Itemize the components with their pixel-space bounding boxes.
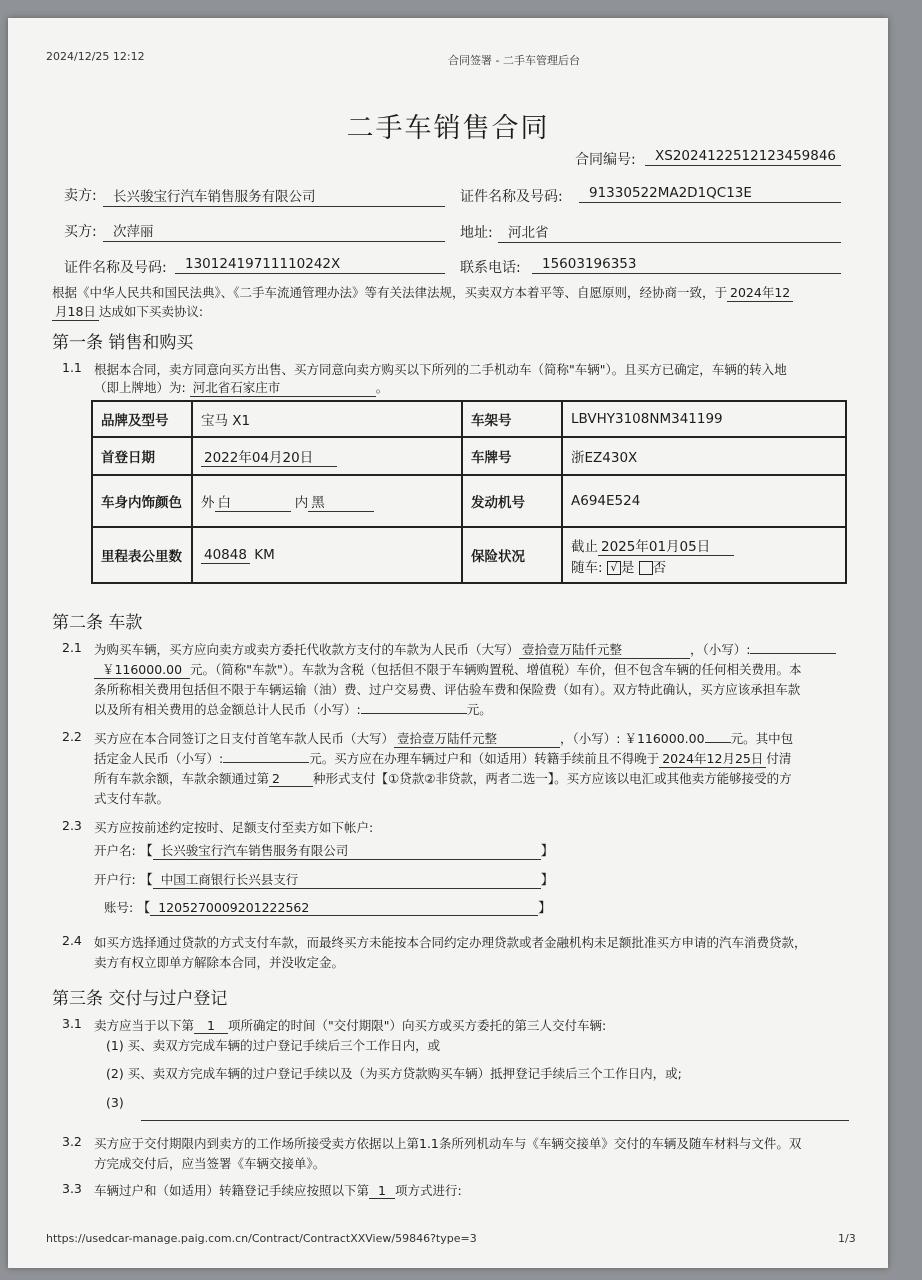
article-3-title: 第三条 交付与过户登记 — [52, 989, 228, 1009]
insurance-deadline: 2025年01月05日 — [598, 535, 734, 556]
plate-value: 浙EZ430X — [562, 437, 846, 475]
mileage-cell: 40848 KM — [192, 527, 462, 583]
seller-value: 长兴骏宝行汽车销售服务有限公司 — [103, 185, 445, 207]
price-lower: ￥116000.00 — [94, 660, 190, 679]
clause-2-1-num: 2.1 — [62, 640, 82, 655]
insurance-label: 保险状况 — [462, 527, 562, 583]
table-row — [92, 437, 846, 475]
vehicle-table — [91, 400, 847, 584]
window-title: 合同签署 - 二手车管理后台 — [448, 54, 580, 67]
address-value: 河北省 — [498, 221, 841, 243]
clause-3-2-line-1: 买方应于交付期限内到卖方的工作场所接受卖方依据以上第1.1条所列机动车与《车辆交接单》交付的车辆及随车材料与文件。双 — [94, 1136, 802, 1151]
vin-value: LBVHY3108NM341199 — [562, 401, 846, 437]
buyer-id-label: 证件名称及号码: — [64, 260, 167, 276]
intro-date-b: 月18日 — [52, 302, 99, 321]
buyer-id-value: 13012419711110242X — [175, 256, 445, 274]
clause-2-1-line-4: 以及所有相关费用的总金额总计人民币（小写）: 元。 — [94, 702, 492, 717]
table-row — [92, 475, 846, 527]
clause-2-1-line-1: 为购买车辆，买方应向卖方或卖方委托代收款方支付的车款为人民币（大写） 壹拾壹万陆仟元整 ，（小写）: — [94, 640, 836, 659]
clause-3-1-option-3: (3) — [106, 1095, 124, 1110]
article-2-title: 第二条 车款 — [52, 613, 143, 633]
phone-value: 15603196353 — [532, 256, 841, 274]
address-label: 地址: — [460, 225, 493, 241]
clause-2-4-line-2: 卖方有权立即单方解除本合同，并没收定金。 — [94, 955, 345, 970]
clause-2-2-line-2: 括定金人民币（小写）: 元。买方应在办理车辆过户和（如适用）转籍手续前且不得晚于 2024年12月25日 付清 — [94, 751, 792, 766]
payoff-date: 2024年12月25日 — [659, 749, 766, 768]
account-name: 长兴骏宝行汽车销售服务有限公司 — [153, 841, 541, 860]
clause-3-1-option-2: (2) 买、卖双方完成车辆的过户登记手续以及（为买方贷款购买车辆）抵押登记手续后三个工作日内，或; — [106, 1066, 682, 1081]
clause-2-1-line-3: 条所称相关费用包括但不限于车辆运输（油）费、过户交易费、评估验车费和保险费（如有）。双方特此确认，买方应该承担车款 — [94, 682, 801, 697]
table-row — [92, 401, 846, 437]
clause-3-1-line-1: 卖方应当于以下第 1 项所确定的时间（"交付期限"）向买方或买方委托的第三人交付车辆: — [94, 1018, 607, 1033]
brand-value: 宝马 X1 — [192, 401, 462, 437]
account-number: 1205270009201222562 — [150, 900, 538, 916]
mileage-value: 40848 — [201, 547, 250, 564]
option-3-blank — [141, 1106, 849, 1121]
payment-method-choice: 2 — [269, 771, 313, 787]
transfer-option-choice: 1 — [369, 1183, 395, 1199]
clause-1-1-num: 1.1 — [62, 360, 82, 375]
intro-date-a: 2024年12 — [727, 283, 793, 302]
price-upper: 壹拾壹万陆仟元整 — [519, 640, 690, 659]
contract-no-value: XS20241225121234598​46 — [645, 148, 841, 166]
plate-label: 车牌号 — [462, 437, 562, 475]
seller-id-value: 91330522MA2D1QC13E — [579, 185, 841, 203]
first-payment-upper: 壹拾壹万陆仟元整 — [394, 729, 560, 748]
reg-date-value: 2022年04月20日 — [201, 446, 337, 467]
print-datetime: 2024/12/25 12:12 — [46, 50, 145, 63]
phone-label: 联系电话: — [460, 260, 521, 276]
total-amount — [361, 713, 467, 714]
intro-line-2: 月18日 达成如下买卖协议: — [52, 302, 203, 321]
clause-2-4-num: 2.4 — [62, 933, 82, 948]
no-checkbox[interactable] — [639, 561, 653, 575]
bank-row: 开户行: 【 中国工商银行长兴县支行 】 — [94, 872, 554, 888]
bank-name: 中国工商银行长兴县支行 — [153, 870, 541, 889]
table-row — [92, 527, 846, 583]
interior-color: 黑 — [308, 491, 374, 512]
article-1-title: 第一条 销售和购买 — [52, 333, 194, 353]
engine-value: A694E524 — [562, 475, 846, 527]
clause-2-3-num: 2.3 — [62, 818, 82, 833]
color-cell: 外 白 内 黑 — [192, 475, 462, 527]
contract-no-label: 合同编号: — [575, 152, 636, 168]
clause-3-2-num: 3.2 — [62, 1134, 82, 1149]
delivery-option-choice: 1 — [194, 1018, 228, 1034]
clause-2-3-line-1: 买方应按前述约定按时、足额支付至卖方如下帐户: — [94, 820, 374, 835]
footer-url: https://usedcar-manage.paig.com.cn/Contract/ContractXXView/59846?type=3 — [46, 1232, 477, 1245]
account-name-row: 开户名: 【 长兴骏宝行汽车销售服务有限公司 】 — [94, 843, 554, 859]
clause-2-2-line-1: 买方应在本合同签订之日支付首笔车款人民币（大写） 壹拾壹万陆仟元整 ，（小写）: ￥116000.00 元。其中包 — [94, 731, 794, 746]
contract-page — [8, 18, 888, 1268]
color-label: 车身内饰颜色 — [92, 475, 192, 527]
clause-1-1-line-2: （即上牌地）为: 河北省石家庄市 。 — [94, 380, 389, 395]
buyer-value: 次萍丽 — [103, 220, 445, 242]
engine-label: 发动机号 — [462, 475, 562, 527]
account-no-row: 账号: 【 1205270009201222562 】 — [104, 900, 552, 916]
clause-3-3-line-1: 车辆过户和（如适用）转籍登记手续应按照以下第 1 项方式进行: — [94, 1183, 462, 1198]
clause-2-2-line-3: 所有车款余额，车款余额通过第 2 种形式支付【①贷款②非贷款，两者二选一】。买方应该以电汇或其他卖方能够接受的方 — [94, 771, 792, 786]
seller-id-label: 证件名称及号码: — [460, 189, 563, 205]
exterior-color: 白 — [215, 491, 291, 512]
yes-checkbox[interactable]: √ — [607, 561, 621, 575]
mileage-label: 里程表公里数 — [92, 527, 192, 583]
document-title: 二手车销售合同 — [346, 113, 550, 144]
reg-date-label: 首登日期 — [92, 437, 192, 475]
clause-2-4-line-1: 如买方选择通过贷款的方式支付车款，而最终买方未能按本合同约定办理贷款或者金融机构未足额批准买方申请的汽车消费贷款， — [94, 935, 807, 950]
clause-2-2-line-4: 式支付车款。 — [94, 791, 170, 806]
clause-1-1-line-1: 根据本合同，卖方同意向买方出售、买方同意向卖方购买以下所列的二手机动车（简称"车辆"）。且买方已确定，车辆的转入地 — [94, 362, 787, 377]
clause-2-2-num: 2.2 — [62, 729, 82, 744]
vin-label: 车架号 — [462, 401, 562, 437]
page-number: 1/3 — [838, 1232, 856, 1245]
seller-label: 卖方: — [64, 188, 97, 204]
reg-date-cell — [192, 437, 462, 475]
insurance-cell: 截止 2025年01月05日 随车: √ 是 否 — [562, 527, 846, 583]
clause-3-1-num: 3.1 — [62, 1016, 82, 1031]
intro-line-1: 根据《中华人民共和国民法典》、《二手车流通管理办法》等有关法律法规，买卖双方本着平等、自愿原则，经协商一致，于 2024年12 — [52, 283, 793, 302]
buyer-label: 买方: — [64, 224, 97, 240]
clause-3-1-option-1: (1) 买、卖双方完成车辆的过户登记手续后三个工作日内，或 — [106, 1038, 441, 1053]
clause-3-2-line-2: 方完成交付后，应当签署《车辆交接单》。 — [94, 1156, 326, 1171]
deposit-amount — [223, 762, 309, 763]
transfer-place: 河北省石家庄市 — [190, 378, 376, 397]
clause-3-3-num: 3.3 — [62, 1181, 82, 1196]
brand-label: 品牌及型号 — [92, 401, 192, 437]
clause-2-1-line-2: ￥116000.00 元。（简称"车款"）。车款为含税（包括但不限于车辆购置税、增值税）车价，但不包含车辆的任何相关费用。本 — [94, 660, 802, 679]
